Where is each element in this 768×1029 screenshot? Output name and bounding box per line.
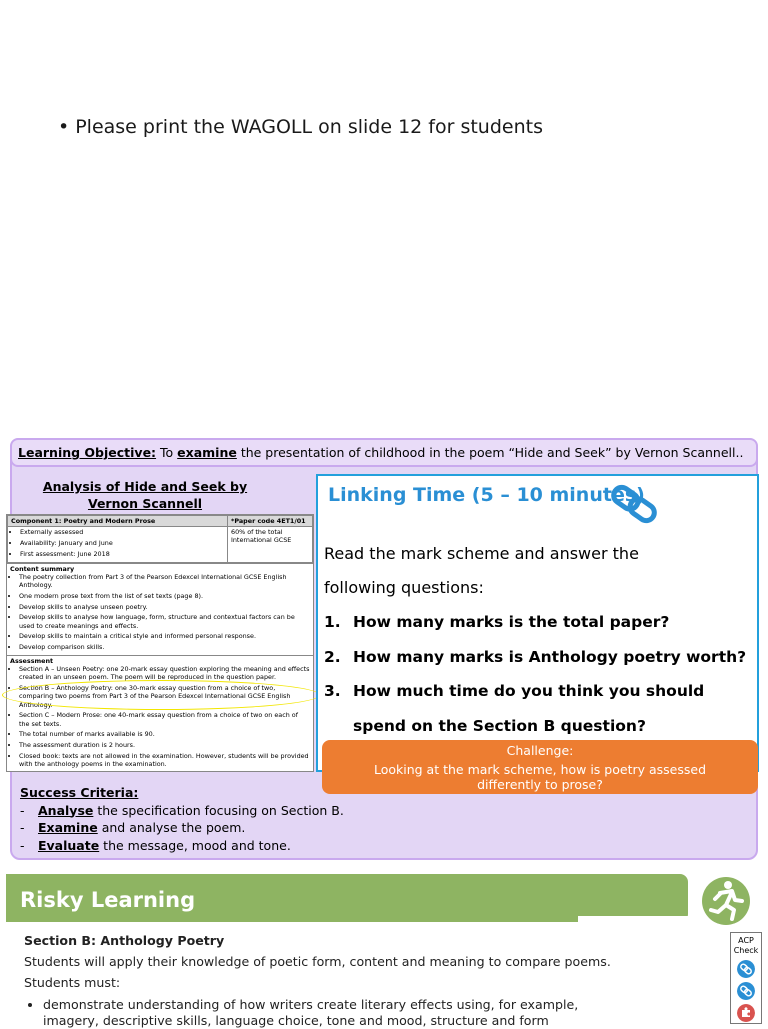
spec-content-item: • Develop skills to analyse how language, form, structure and contextual factors can be used to create meanings and effects. — [19, 613, 310, 629]
spec-header-right: *Paper code 4ET1/01 — [228, 516, 313, 527]
spec-assessment-title: Assessment — [10, 656, 54, 665]
criteria-text: the message, mood and tone. — [99, 837, 291, 853]
criteria-text: the specification focusing on Section B. — [93, 802, 344, 818]
question-text: How many marks is the total paper? — [353, 613, 670, 631]
question-item — [324, 605, 754, 640]
anthology-extract — [24, 930, 724, 1029]
criteria-item — [20, 819, 344, 837]
challenge-line: differently to prose? — [477, 777, 603, 792]
challenge-title: Challenge: — [506, 743, 574, 758]
acp-label: ACP Check — [733, 936, 759, 955]
slide-note — [58, 116, 543, 138]
spec-top-item: • Availability: January and June — [20, 539, 224, 547]
runner-icon — [698, 874, 754, 926]
spec-top-right: 60% of the total International GCSE — [228, 527, 313, 562]
spec-top-item: • Externally assessed — [20, 528, 224, 536]
question-continuation: spend on the Section B question? — [353, 716, 646, 735]
question-text: How much time do you think you should — [353, 682, 705, 700]
challenge-box — [322, 740, 758, 794]
criteria-text: and analyse the poem. — [97, 820, 246, 835]
success-criteria-heading: Success Criteria: — [20, 785, 139, 800]
spec-content-title: Content summary — [10, 564, 75, 573]
success-criteria — [20, 784, 344, 854]
spec-assessment-item: • Section A – Unseen Poetry: one 20-mark essay question exploring the meaning and effects created in an unseen poem. The poem will be reproduced in the question paper. — [19, 665, 310, 681]
anthology-line: Students will apply their knowledge of poetic form, content and meaning to compare poems. — [24, 954, 611, 969]
banner-tab — [578, 916, 688, 922]
anthology-bullet-text: imagery, descriptive skills, language choice, tone and mood, structure and form — [43, 1013, 549, 1028]
slide-note-text: Please print the WAGOLL on slide 12 for students — [75, 116, 543, 138]
anthology-line: Students must: — [24, 975, 121, 990]
link-icon[interactable] — [737, 982, 755, 1000]
linking-intro-line: following questions: — [324, 578, 484, 597]
risky-learning-banner: Risky Learning — [6, 874, 688, 922]
learning-objective-text: the presentation of childhood in the poem “Hide and Seek” by Vernon Scannell.. — [236, 445, 744, 460]
question-number: 2. — [324, 647, 341, 666]
anthology-heading: Section B: Anthology Poetry — [24, 933, 225, 948]
spec-content-item: • Develop comparison skills. — [19, 643, 310, 651]
challenge-line: Looking at the mark scheme, how is poetry assessed — [373, 762, 707, 777]
criteria-verb: Analyse — [38, 802, 94, 818]
criteria-item — [20, 802, 344, 820]
highlight-circle — [2, 680, 320, 710]
bullet: • — [58, 116, 70, 138]
criteria-item — [20, 837, 344, 855]
learning-objective — [10, 438, 758, 467]
learning-objective-label: Learning Objective: — [18, 445, 157, 460]
spec-content-item: • Develop skills to analyse unseen poetry. — [19, 603, 310, 611]
puzzle-icon[interactable] — [737, 1004, 755, 1022]
spec-content-item: • One modern prose text from the list of set texts (page 8). — [19, 592, 310, 600]
acp-check — [730, 932, 762, 1024]
question-item — [324, 640, 754, 675]
spec-assessment-item: • Closed book: texts are not allowed in the examination. However, students will be provided with the anthology poems in the examination. — [19, 752, 310, 768]
linking-questions — [324, 605, 754, 743]
learning-objective-pre: To — [156, 445, 178, 460]
spec-header-left: Component 1: Poetry and Modern Prose — [8, 516, 228, 527]
anthology-bullet-text: demonstrate understanding of how writers create literary effects using, for example, — [43, 997, 579, 1012]
chain-link-icon — [608, 484, 660, 524]
spec-content-summary — [7, 563, 313, 655]
criteria-verb: Examine — [38, 820, 98, 835]
spec-assessment — [7, 655, 313, 772]
spec-assessment-item: • The assessment duration is 2 hours. — [19, 741, 310, 749]
spec-table — [7, 515, 313, 563]
spec-title: Analysis of Hide and Seek by Vernon Scannell — [42, 479, 248, 511]
linking-time-title: Linking Time (5 – 10 minutes) — [328, 484, 645, 506]
question-number: 1. — [324, 613, 341, 631]
anthology-bullet — [43, 997, 724, 1029]
question-item — [324, 674, 754, 709]
spec-assessment-item: • Section B – Anthology Poetry: one 30-mark essay question from a choice of two, comparing two poems from Part 3 of the Pearson Edexcel International GCSE English Anthology. — [19, 684, 310, 709]
question-number: 3. — [324, 682, 341, 700]
specification-extract — [6, 514, 314, 772]
criteria-verb: Evaluate — [38, 837, 100, 853]
spec-top-left — [8, 527, 228, 562]
learning-objective-verb: examine — [177, 445, 237, 460]
spec-content-item: • The poetry collection from Part 3 of the Pearson Edexcel International GCSE English Anthology. — [19, 573, 310, 589]
spec-content-item: • Develop skills to maintain a critical style and informed personal response. — [19, 632, 310, 640]
link-icon[interactable] — [737, 960, 755, 978]
question-text: How many marks is Anthology poetry worth? — [353, 647, 747, 666]
spec-assessment-item: • Section C – Modern Prose: one 40-mark essay question from a choice of two on each of the set texts. — [19, 711, 310, 727]
linking-intro-line: Read the mark scheme and answer the — [324, 544, 639, 563]
spec-assessment-item: • The total number of marks available is 90. — [19, 730, 310, 738]
linking-intro — [324, 537, 744, 605]
spec-top-item: • First assessment: June 2018 — [20, 550, 224, 558]
